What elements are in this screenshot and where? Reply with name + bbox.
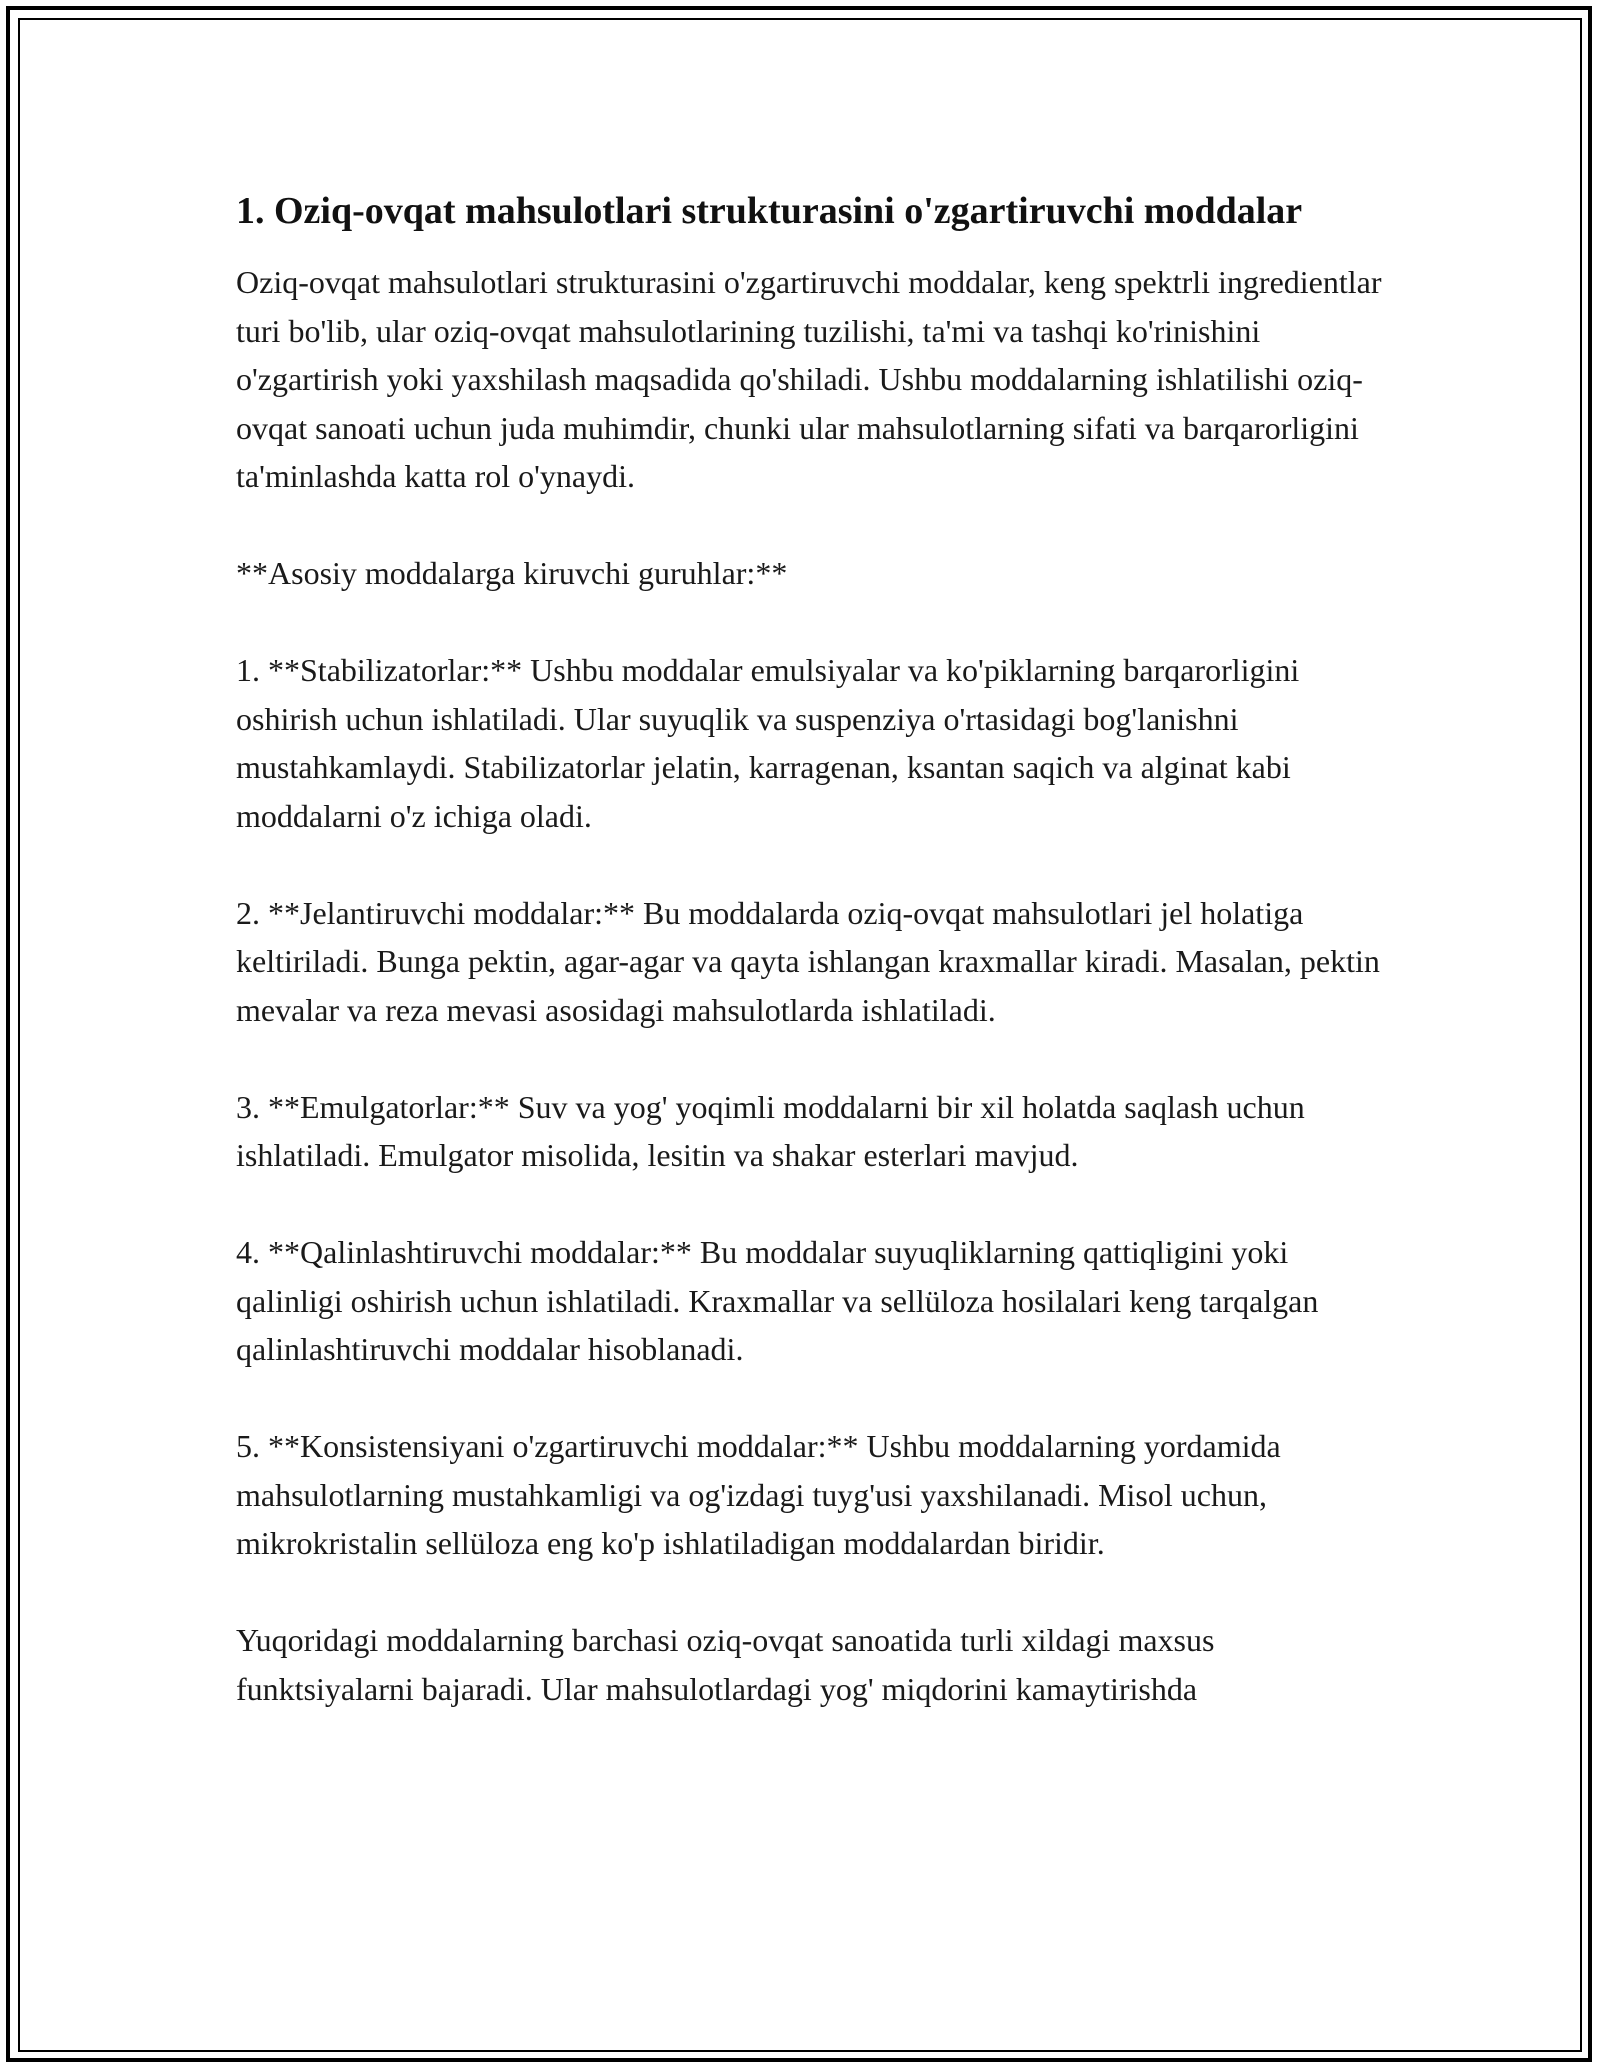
list-item-thickeners: 4. **Qalinlashtiruvchi moddalar:** Bu moddalar suyuqliklarning qattiqligini yoki qalinligi oshirish uchun ishlatiladi. Kraxmallar va sellüloza hosilalari keng tarqalgan qalinlashtiruvchi moddalar hisoblanadi. — [236, 1234, 1319, 1367]
list-item-emulsifiers: 3. **Emulgatorlar:** Suv va yog' yoqimli moddalarni bir xil holatda saqlash uchun ishlatiladi. Emulgator misolida, lesitin va shakar esterlari mavjud. — [236, 1088, 1305, 1173]
closing-paragraph: Yuqoridagi moddalarning barchasi oziq-ovqat sanoatida turli xildagi maxsus funktsiyalarni bajaradi. Ular mahsulotlardagi yog' miqdorini kamaytirishda — [236, 1622, 1215, 1707]
section-heading: 1. Oziq-ovqat mahsulotlari strukturasini o'zgartiruvchi moddalar — [236, 190, 1303, 232]
list-item-consistency-modifiers: 5. **Konsistensiyani o'zgartiruvchi moddalar:** Ushbu moddalarning yordamida mahsulotlarning mustahkamligi va og'izdagi tuyg'usi yaxshilanadi. Misol uchun, mikrokristalin sellüloza eng ko'p ishlatiladigan moddalardan biridir. — [236, 1428, 1281, 1561]
document-body — [236, 184, 1386, 1762]
list-item-gelling-agents: 2. **Jelantiruvchi moddalar:** Bu moddalarda oziq-ovqat mahsulotlari jel holatiga keltiriladi. Bunga pektin, agar-agar va qayta ishlangan kraxmallar kiradi. Masalan, pektin mevalar va reza mevasi asosidagi mahsulotlarda ishlatiladi. — [236, 894, 1380, 1028]
list-item-stabilizers: 1. **Stabilizatorlar:** Ushbu moddalar emulsiyalar va ko'piklarning barqarorligini oshirish uchun ishlatiladi. Ular suyuqlik va suspenziya o'rtasidagi bog'lanishni mustahkamlaydi. Stabilizatorlar jelatin, karragenan, ksantan saqich va alginat kabi moddalarni o'z ichiga oladi. — [236, 652, 1300, 834]
intro-paragraph: Oziq-ovqat mahsulotlari strukturasini o'zgartiruvchi moddalar, keng spektrli ingredientlar turi bo'lib, ular oziq-ovqat mahsulotlarining tuzilishi, ta'mi va tashqi ko'rinishini o'zgartirish yoki yaxshilash maqsadida qo'shiladi. Ushbu moddalarning ishlatilishi oziq-ovqat sanoati uchun juda muhimdir, chunki ular mahsulotlarning sifati va barqarorligini ta'minlashda katta rol o'ynaydi. — [236, 264, 1382, 494]
groups-subheading: **Asosiy moddalarga kiruvchi guruhlar:** — [236, 555, 788, 591]
